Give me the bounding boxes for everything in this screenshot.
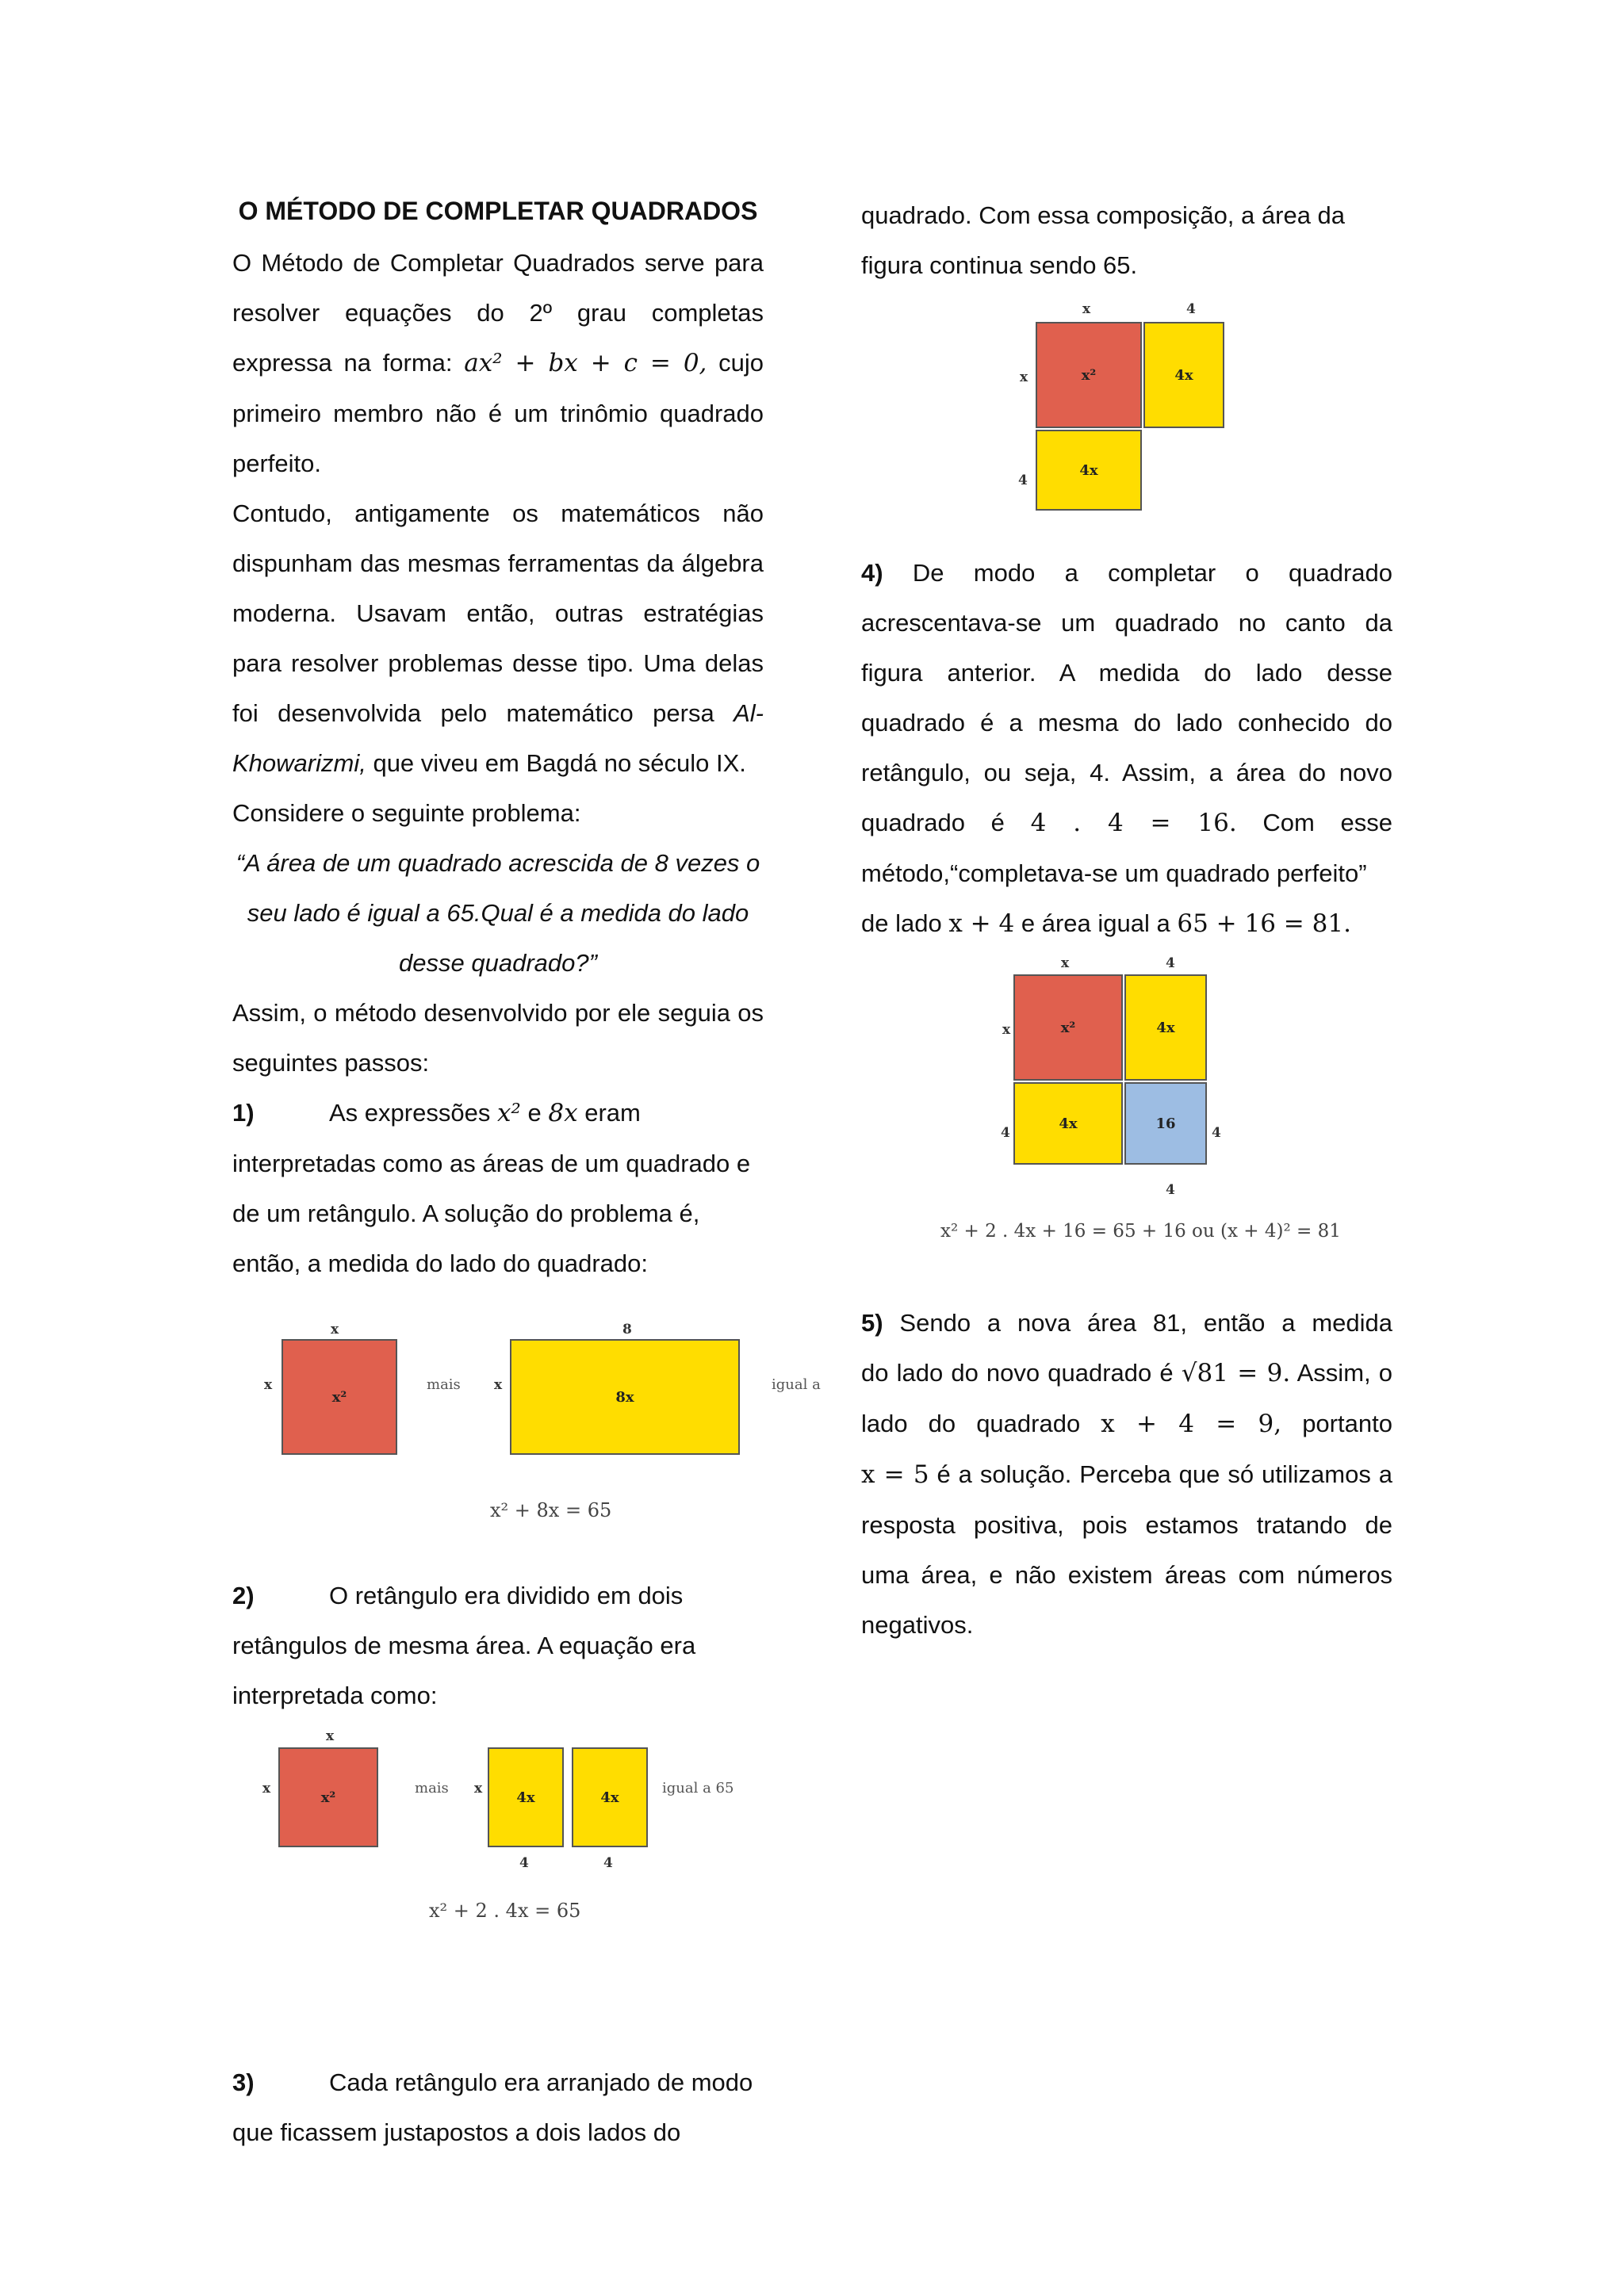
fig2-square-x2: x² — [278, 1747, 378, 1847]
fig2-square-side-label: x — [262, 1781, 271, 1797]
step5-lado-text: lado — [861, 1410, 908, 1437]
fig1-igual-label: igual a — [772, 1376, 821, 1393]
step5-assim-text: Assim, o — [1297, 1359, 1392, 1387]
step5-portanto-text: portanto — [1302, 1410, 1392, 1437]
step4-math-65-16-81: 65 + 16 = 81. — [1177, 909, 1351, 938]
step3-line-2: que ficassem justapostos a dois lados do — [232, 2118, 681, 2146]
step4-esse-text: esse — [1340, 809, 1392, 836]
fig4-small-square-16: 16 — [1124, 1082, 1207, 1165]
fig2-rect-side-label: x — [474, 1781, 483, 1797]
step4-line-4: quadrado é a mesma do lado conhecido do — [861, 709, 1392, 737]
step4-e-text: é — [990, 809, 1005, 836]
step1-text-e: e — [527, 1099, 542, 1127]
history-persa-text: foi desenvolvida pelo matemático persa — [232, 699, 714, 727]
step4-com-text: Com — [1262, 809, 1315, 836]
step1-text-eram: eram — [584, 1099, 641, 1127]
step1-number: 1) — [232, 1099, 255, 1127]
step4-text-a: De modo a completar o quadrado — [912, 559, 1392, 587]
step5-math-x-eq-5: x = 5 — [861, 1460, 929, 1489]
step3-text-a: Cada retângulo era arranjado de modo — [329, 2068, 753, 2096]
fig2-rect2-bottom-label: 4 — [603, 1855, 613, 1871]
fig2-rectangle-1-4x: 4x — [488, 1747, 564, 1847]
intro-cujo-text: cujo — [718, 349, 764, 377]
right-column — [861, 190, 1392, 1650]
fig3-rectangle-right-4x: 4x — [1143, 322, 1224, 428]
history-bagda-text: que viveu em Bagdá no século IX. — [373, 749, 746, 777]
step1-line-4: então, a medida do lado do quadrado: — [232, 1249, 648, 1277]
history-line-4: para resolver problemas desse tipo. Uma delas — [232, 649, 764, 677]
fig3-top-x-label: x — [1082, 301, 1091, 317]
history-line-5 — [232, 688, 764, 738]
step4-line-7: método,“completava-se um quadrado perfeito” — [861, 859, 1367, 887]
fig1-square-top-label: x — [331, 1322, 339, 1337]
fig4-rectangle-bottom-4x: 4x — [1013, 1082, 1123, 1165]
step4-de-lado-text: de lado — [861, 909, 942, 937]
step2-line-3: interpretada como: — [232, 1682, 438, 1709]
fig4-top-x-label: x — [1061, 955, 1070, 971]
history-line-3: moderna. Usavam então, outras estratégias — [232, 599, 764, 627]
fig3-square-x2: x² — [1036, 322, 1142, 428]
step3-line-1 — [232, 2057, 764, 2107]
fig1-square-side-label: x — [264, 1377, 273, 1393]
intro-line-1: O Método de Completar Quadrados serve para — [232, 249, 764, 277]
quadratic-form-equation: ax² + bx + c = 0, — [464, 349, 707, 377]
step5-line-4 — [861, 1449, 1392, 1500]
step1-line-3: de um retângulo. A solução do problema é, — [232, 1200, 700, 1227]
author-name-part-2: Khowarizmi, — [232, 749, 366, 777]
fig1-rect-top-label: 8 — [622, 1322, 632, 1337]
step5-line-6: uma área, e não existem áreas com números — [861, 1561, 1392, 1589]
figure-square-plus-two-rectangles — [232, 1720, 764, 2057]
figure-square-with-two-rectangles — [861, 290, 1392, 548]
fig1-square-x2: x² — [282, 1339, 397, 1455]
step4-line-6 — [861, 798, 1392, 848]
fig1-rect-side-label: x — [494, 1377, 503, 1393]
step5-math-sqrt81: √81 = 9. — [1181, 1359, 1291, 1387]
fig1-equation: x² + 8x = 65 — [490, 1499, 612, 1521]
fig4-square-x2: x² — [1013, 974, 1123, 1081]
step4-area-igual-text: e área igual a — [1021, 909, 1170, 937]
step5-quadrado-text: quadrado — [976, 1410, 1081, 1437]
step5-line-2 — [861, 1348, 1392, 1399]
history-line-7: Considere o seguinte problema: — [232, 799, 581, 827]
step5-text-b: do lado do novo quadrado é — [861, 1359, 1174, 1387]
intro-line-2: resolver equações do 2º grau completas — [232, 299, 764, 327]
step2-line-2: retângulos de mesma área. A equação era — [232, 1632, 696, 1659]
fig2-mais-label: mais — [415, 1780, 449, 1797]
step4-line-5: retângulo, ou seja, 4. Assim, a área do novo — [861, 759, 1392, 786]
step1-line-1 — [232, 1088, 764, 1138]
step3-line-4: figura continua sendo 65. — [861, 251, 1138, 279]
fig4-equation: x² + 2 . 4x + 16 = 65 + 16 ou (x + 4)² = 81 — [940, 1221, 1341, 1242]
fig2-square-top-label: x — [326, 1728, 335, 1744]
step2-number: 2) — [232, 1582, 255, 1609]
history-line-2: dispunham das mesmas ferramentas da álgebra — [232, 549, 764, 577]
step4-math-x-plus-4: x + 4 — [948, 909, 1015, 938]
step3-number: 3) — [232, 2068, 255, 2096]
step1-math-x2: x² — [496, 1099, 521, 1127]
page-title: O MÉTODO DE COMPLETAR QUADRADOS — [238, 197, 758, 225]
figure-square-plus-rectangle — [232, 1288, 821, 1571]
fig3-side-x-label: x — [1020, 369, 1028, 385]
step5-text-a: Sendo a nova área 81, então a medida — [899, 1309, 1392, 1337]
step4-line-3: figura anterior. A medida do lado desse — [861, 659, 1392, 687]
problem-line-1: “A área de um quadrado acrescida de 8 vezes o — [236, 849, 760, 877]
step1-text-a: As expressões — [329, 1099, 491, 1127]
fig4-side-4-label: 4 — [1001, 1125, 1010, 1141]
fig2-equation: x² + 2 . 4x = 65 — [429, 1900, 581, 1922]
fig4-bottom-4-label: 4 — [1166, 1182, 1175, 1198]
step4-quadrado-text: quadrado — [861, 809, 966, 836]
history-line-6 — [232, 738, 764, 788]
step5-math-x-plus-4-eq-9: x + 4 = 9, — [1101, 1410, 1282, 1438]
fig3-side-4-label: 4 — [1018, 473, 1028, 488]
intro-form-text: expressa na forma: — [232, 349, 453, 377]
step4-line-1 — [861, 548, 1392, 598]
fig4-side-x-label: x — [1002, 1022, 1011, 1038]
history-line-1: Contudo, antigamente os matemáticos não — [232, 499, 764, 527]
fig1-rectangle-8x: 8x — [510, 1339, 740, 1455]
step2-line-1 — [232, 1571, 764, 1621]
fig4-top-4-label: 4 — [1166, 955, 1175, 971]
step1-math-8x: 8x — [548, 1099, 578, 1127]
step4-math-4x4: 4 . 4 = 16. — [1030, 809, 1237, 837]
intro-line-3 — [232, 338, 764, 388]
method-line-2: seguintes passos: — [232, 1049, 430, 1077]
figure-completed-square — [861, 949, 1392, 1298]
fig2-rect1-bottom-label: 4 — [519, 1855, 529, 1871]
step5-solucao-text: é a solução. Perceba que só utilizamos a — [936, 1460, 1392, 1488]
step5-line-3 — [861, 1399, 1392, 1449]
intro-line-5: perfeito. — [232, 450, 322, 477]
step5-number: 5) — [861, 1309, 883, 1337]
fig2-rectangle-2-4x: 4x — [572, 1747, 648, 1847]
intro-line-4: primeiro membro não é um trinômio quadrado — [232, 400, 764, 427]
problem-line-3: desse quadrado?” — [399, 949, 597, 977]
fig3-rectangle-bottom-4x: 4x — [1036, 430, 1142, 511]
fig4-rectangle-right-4x: 4x — [1124, 974, 1207, 1081]
fig3-top-4-label: 4 — [1186, 301, 1196, 317]
fig4-right-4-label: 4 — [1212, 1125, 1221, 1141]
step4-line-8 — [861, 898, 1392, 949]
step5-line-1 — [861, 1298, 1392, 1348]
step5-do-text: do — [928, 1410, 956, 1437]
problem-line-2: seu lado é igual a 65.Qual é a medida do lado — [247, 899, 749, 927]
step5-line-5: resposta positiva, pois estamos tratando de — [861, 1511, 1392, 1539]
step3-line-3: quadrado. Com essa composição, a área da — [861, 201, 1346, 229]
fig2-igual-label: igual a 65 — [662, 1780, 734, 1797]
method-line-1: Assim, o método desenvolvido por ele seguia os — [232, 999, 764, 1027]
step4-line-2: acrescentava-se um quadrado no canto da — [861, 609, 1392, 637]
fig1-mais-label: mais — [427, 1376, 461, 1393]
left-column — [232, 190, 821, 2157]
step2-text-a: O retângulo era dividido em dois — [329, 1582, 684, 1609]
author-name-part-1: Al- — [733, 699, 764, 727]
step5-line-7: negativos. — [861, 1611, 974, 1639]
step4-number: 4) — [861, 559, 883, 587]
step1-line-2: interpretadas como as áreas de um quadrado e — [232, 1150, 751, 1177]
